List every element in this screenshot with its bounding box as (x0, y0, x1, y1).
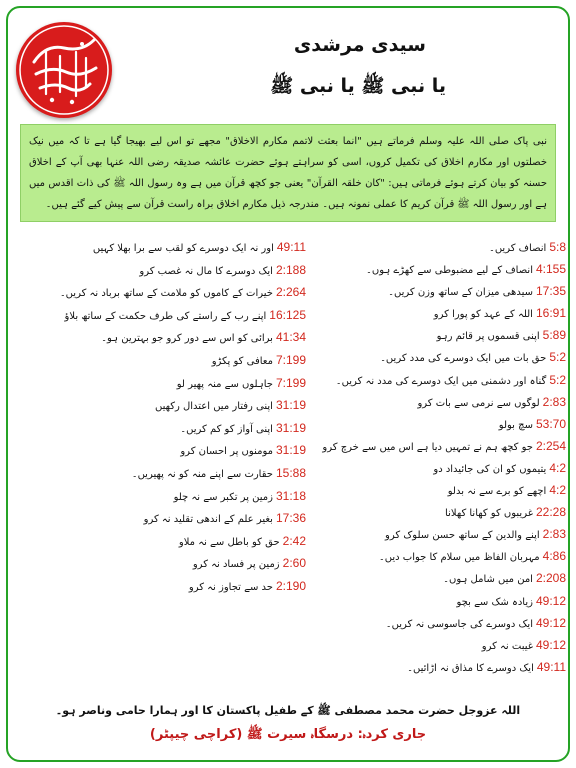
page-subtitle: یا نبی ﷺ یا نبی ﷺ (270, 75, 446, 97)
verse-reference: 7:199 (275, 375, 306, 390)
intro-text: نبی پاک صلی اللہ علیہ وسلم فرماتے ہیں "انما بعثت لاتمم مکارم الاخلاق" مجھے تو اس لیے بھیجا گیا ہے تا کہ میں نیک خصلتوں اور مکارم اخلاق کی تکمیل کروں، اسی کو سراہتے ہوئے حضرت عائشہ صدیقہ رضی اللہ عنہا بھی آپ کے اخلاق حسنہ کو بیان کرتے ہوئے فرماتی ہیں: "کان خلقہ القرآن" یعنی جو کچھ قرآن میں ہے وہ رسول اللہ ﷺ کی ذات اقدس میں ہے اور رسول اللہ ﷺ قرآن کریم کا عملی نمونہ ہیں۔ مندرجہ ذیل مکارم اخلاق براہ راست قرآن سے پیش کیے گئے ہیں۔ (29, 136, 547, 210)
list-item (44, 304, 306, 327)
item-text: اور نہ ایک دوسرے کو لقب سے برا بھلا کہیں (92, 243, 274, 254)
list-item (306, 324, 566, 346)
list-item (306, 236, 566, 258)
verse-reference: 2:42 (282, 533, 306, 548)
item-text: سچ بولو (498, 419, 533, 431)
item-text: حد سے تجاوز نہ کرو (188, 581, 273, 593)
verse-reference: 49:12 (535, 615, 566, 630)
item-text: غریبوں کو کھانا کھلانا (445, 508, 533, 520)
verse-reference: 5:2 (549, 350, 566, 365)
verse-reference: 5:89 (542, 328, 566, 343)
list-item (306, 634, 566, 656)
item-text: ایک دوسرے کا مذاق نہ اڑائیں۔ (407, 662, 534, 674)
item-text: زیادہ شک سے بچو (456, 596, 533, 608)
left-column-list (44, 236, 306, 598)
item-text: حق کو باطل سے نہ ملاو (178, 536, 280, 548)
item-text: جو کچھ ہم نے تمہیں دیا ہے اس میں سے خرچ کرو (322, 441, 533, 453)
verse-reference: 53:70 (535, 416, 566, 431)
item-text: اپنی رفتار میں اعتدال رکھیں (154, 401, 273, 413)
verse-reference: 41:34 (275, 330, 306, 345)
item-text: حقارت سے اپنے منہ کو نہ پھیریں۔ (131, 468, 273, 480)
list-item (306, 457, 566, 479)
list-item (44, 281, 306, 304)
item-text: مہربان الفاظ میں سلام کا جواب دیں۔ (378, 552, 540, 564)
verse-reference: 7:199 (275, 352, 306, 367)
verse-reference: 49:11 (536, 659, 566, 674)
item-text: اپنے والدین کے ساتھ حسن سلوک کرو (385, 530, 540, 542)
list-item (44, 530, 306, 553)
item-text: یتیموں کو ان کی جائیداد دو (433, 463, 547, 475)
list-item (44, 349, 306, 372)
item-text: حق بات میں ایک دوسرے کی مدد کریں۔ (380, 353, 547, 365)
item-text: خیرات کے کاموں کو ملامت کے ساتھ برباد نہ کریں۔ (59, 288, 273, 300)
list-item (306, 523, 566, 545)
list-item (306, 656, 566, 678)
list-item (306, 590, 566, 612)
list-item (44, 485, 306, 508)
verse-reference: 31:19 (275, 420, 306, 435)
verse-reference: 49:12 (535, 637, 566, 652)
item-text: اپنی آواز کو کم کریں۔ (180, 423, 273, 435)
item-text: امن میں شامل ہوں۔ (443, 574, 533, 586)
verse-reference: 17:36 (275, 511, 306, 526)
list-item (44, 259, 306, 282)
verse-reference: 5:8 (549, 240, 566, 254)
verse-reference: 2:264 (275, 285, 306, 300)
item-text: زمین پر تکبر سے نہ چلو (173, 491, 273, 503)
verse-reference: 2:60 (282, 556, 306, 571)
verse-reference: 2:83 (542, 394, 566, 409)
list-item (44, 575, 306, 598)
list-item (306, 258, 566, 280)
list-item (44, 236, 306, 259)
item-text: اچھے کو برے سے نہ بدلو (447, 486, 547, 498)
item-text: جاہلوں سے منہ پھیر لو (176, 378, 273, 390)
verse-reference: 2:254 (535, 438, 566, 453)
list-item (306, 435, 566, 457)
item-text: ایک دوسرے کا مال نہ غصب کرو (139, 265, 273, 277)
list-item (306, 479, 566, 501)
list-item (306, 302, 566, 324)
verse-reference: 17:35 (535, 284, 566, 299)
verse-reference: 4:155 (535, 262, 566, 277)
verse-reference: 4:86 (542, 549, 566, 564)
footer-issued-by: جاری کردہ: درسگاہ سیرت ﷺ (کراچی چیپٹر) (149, 727, 427, 742)
verse-reference: 2:190 (275, 578, 306, 593)
list-item (306, 567, 566, 589)
item-text: معافی کو پکڑو (211, 355, 273, 367)
verse-reference: 2:83 (542, 527, 566, 542)
right-column-list (306, 236, 566, 678)
verse-reference: 22:28 (535, 505, 566, 520)
item-text: سیدھی میزان کے ساتھ وزن کریں۔ (388, 287, 533, 299)
item-text: ایک دوسرے کی جاسوسی نہ کریں۔ (385, 618, 533, 630)
verse-reference: 2:188 (275, 262, 306, 277)
verse-reference: 15:88 (275, 465, 306, 480)
intro-box (20, 124, 556, 222)
item-text: گناہ اور دشمنی میں ایک دوسرے کی مدد نہ کریں۔ (335, 375, 547, 387)
verse-reference: 16:125 (269, 307, 306, 322)
list-item (306, 501, 566, 523)
list-item (306, 391, 566, 413)
item-text: برائی کو اس سے دور کرو جو بہترین ہو۔ (101, 333, 273, 345)
list-item (306, 545, 566, 567)
verse-reference: 49:11 (276, 240, 306, 254)
list-item (44, 439, 306, 462)
verse-reference: 16:91 (535, 306, 566, 321)
footer-prayer: اللہ عزوجل حضرت محمد مصطفی ﷺ کے طفیل پاکستان کا اور ہمارا حامی وناصر ہو۔ (55, 704, 521, 717)
list-item (306, 413, 566, 435)
item-text: اپنے رب کے راستے کی طرف حکمت کے ساتھ بلاؤ (64, 310, 267, 322)
list-item (44, 417, 306, 440)
verse-reference: 5:2 (549, 372, 566, 387)
verse-reference: 31:18 (275, 488, 306, 503)
item-text: مومنوں پر احسان کرو (180, 446, 273, 458)
list-item (44, 507, 306, 530)
item-text: بغیر علم کے اندھی تقلید نہ کرو (143, 514, 273, 526)
calligraphy-seal-icon (16, 22, 112, 118)
list-item (44, 462, 306, 485)
item-text: اپنی قسموں پر قائم رہو (436, 331, 540, 343)
item-text: انصاف کے لیے مضبوطی سے کھڑے ہوں۔ (365, 265, 533, 277)
list-item (306, 346, 566, 368)
item-text: انصاف کریں۔ (488, 243, 547, 254)
verse-reference: 2:208 (535, 571, 566, 586)
verse-reference: 4:2 (549, 460, 566, 475)
list-item (44, 552, 306, 575)
item-text: اللہ کے عہد کو پورا کرو (433, 309, 533, 321)
list-item (44, 394, 306, 417)
list-item (306, 612, 566, 634)
item-text: لوگوں سے نرمی سے بات کرو (417, 397, 540, 409)
list-item (44, 372, 306, 395)
list-item (306, 369, 566, 391)
item-text: زمین پر فساد نہ کرو (192, 559, 280, 571)
list-item (44, 326, 306, 349)
verse-reference: 4:2 (549, 483, 566, 498)
page-title: سیدی مرشدی (293, 34, 426, 56)
item-text: غیبت نہ کرو (481, 640, 533, 652)
list-item (306, 280, 566, 302)
verse-reference: 31:19 (275, 398, 306, 413)
verse-reference: 49:12 (535, 593, 566, 608)
verse-reference: 31:19 (275, 443, 306, 458)
